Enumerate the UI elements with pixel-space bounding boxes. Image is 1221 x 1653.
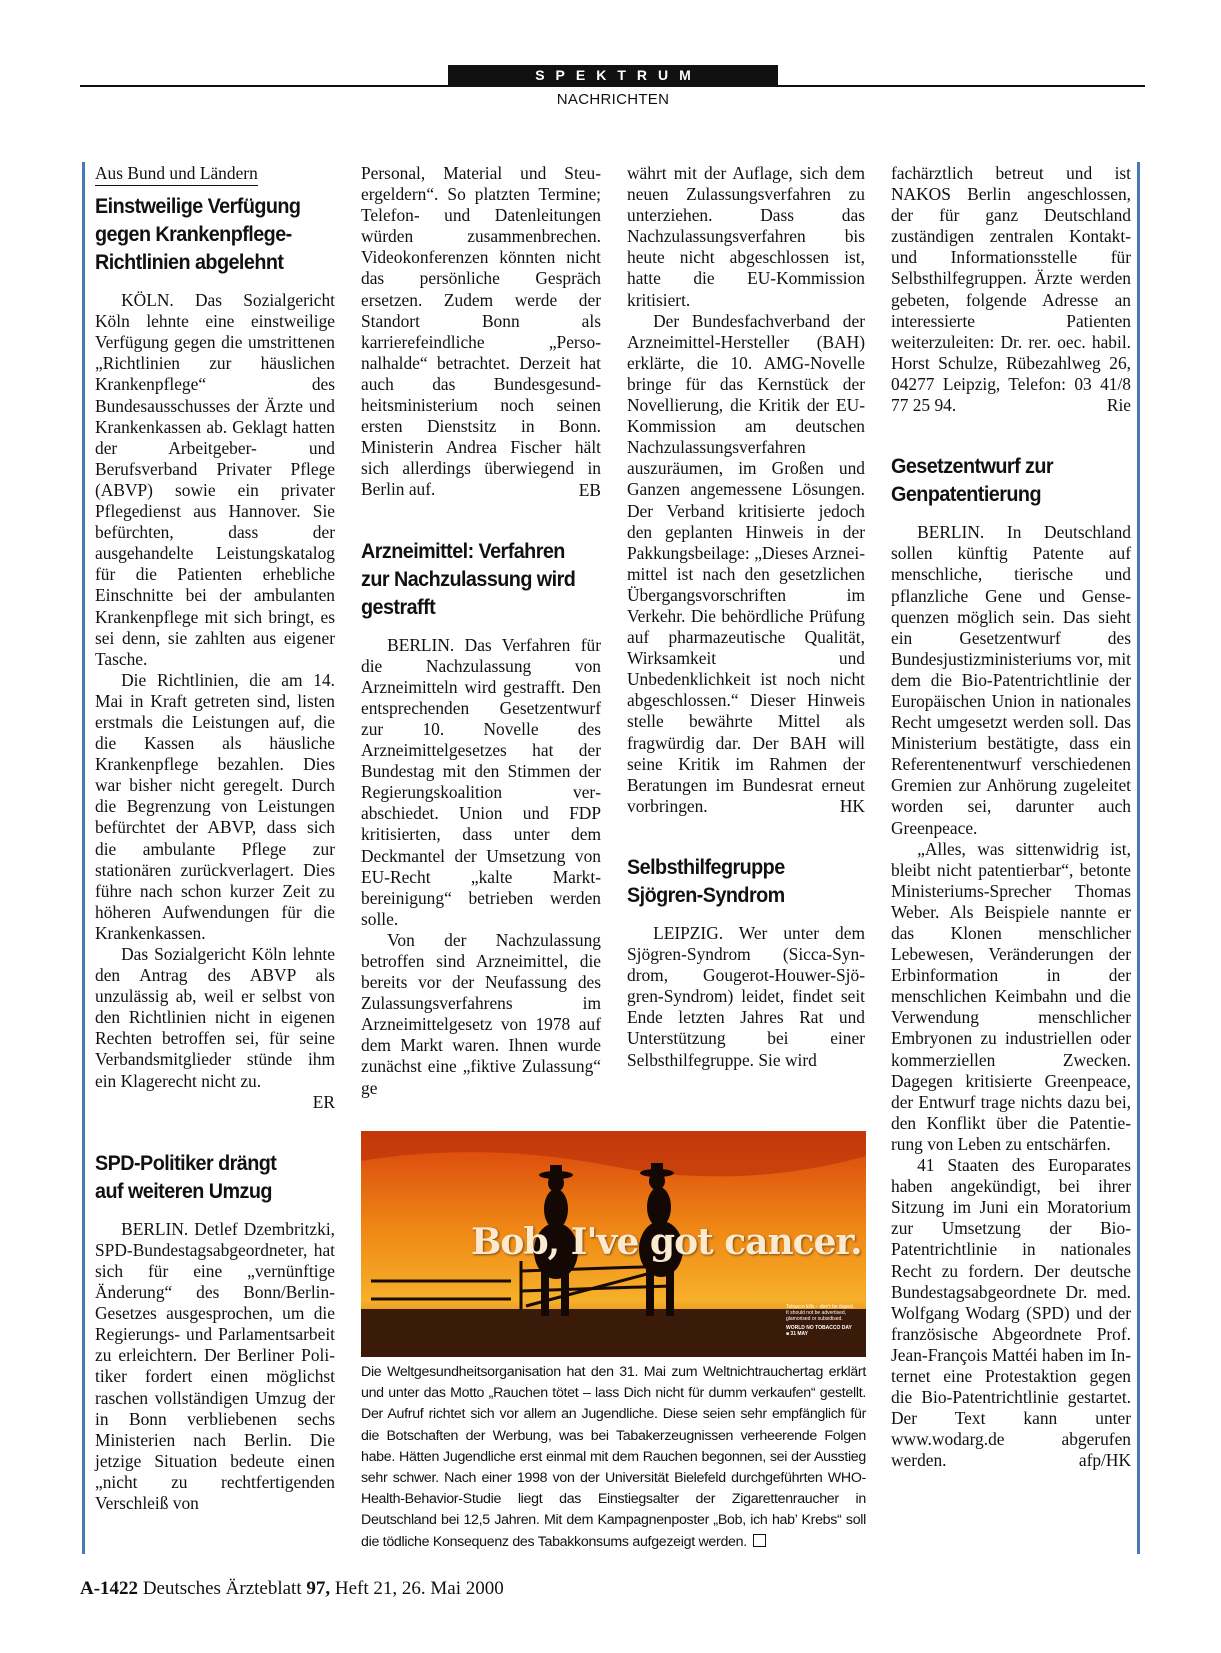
headline-line: Selbsthilfegruppe <box>627 855 785 879</box>
poster-small-print <box>786 1304 856 1337</box>
page-number: A-1422 <box>80 1578 139 1599</box>
poster-caption <box>361 1362 866 1553</box>
poster-disclaimer: Tobacco kills – don't be duped. It should not be advertised, glamorised or subsidised. <box>786 1304 855 1322</box>
section-subtitle: NACHRICHTEN <box>556 91 670 108</box>
headline-line: auf weiteren Umzug <box>95 1178 272 1203</box>
headline-line: gestrafft <box>361 594 436 619</box>
paragraph: Personal, Material und Steuergeldern“. So platzten Termine; Telefon- und Datenleitungen würden zusammenbrechen. Videokonferenzen könnten nicht das persönliche Gespräch ersetzen. Zudem werde der Standort Bonn als karrierefeindliche „Personalhalde“ betrachtet. Derzeit hat auch das Bundesgesundheitsministerium noch seinen ersten Dienstsitz in Bonn. Ministerin Andrea Fischer hält sich allerdings überwiegend in Berlin auf. <box>361 163 601 500</box>
column-1 <box>95 163 335 1514</box>
article-headline-arzneimittel <box>361 537 582 621</box>
headline-line: Genpatentierung <box>891 482 1041 507</box>
author-initials: ER <box>312 1091 335 1112</box>
poster-campaign: WORLD NO TOBACCO DAY ■ 31 MAY <box>786 1325 852 1337</box>
paragraph: Das Sozialgericht Köln lehnte den Antrag des ABVP als unzulässig ab, weil er selbst von den Richtlinien nicht in eigenen Rechten betroffen sei, für seine Verbandsmitglieder stünde ihm ein Klagerecht nicht zu. <box>95 944 335 1091</box>
column-4 <box>891 163 1131 1472</box>
paragraph: fachärztlich betreut und ist NAKOS Berlin angeschlossen, der für ganz Deutschland zuständigen zentralen Kontakt- und Informationsstelle für Selbsthilfegruppen. Ärzte werden gebeten, folgende Adresse an interessierte Patienten weiterzuleiten: Dr. rer. oec. habil. Horst Schulze, Rübezahlweg 26, 04277 Leipzig, Telefon: 03 41/8 77 25 94. <box>891 163 1131 416</box>
headline-line: Sjögren-Syndrom <box>627 883 785 907</box>
kicker: Aus Bund und Ländern <box>95 163 258 186</box>
volume-number: 97, <box>306 1578 331 1599</box>
paragraph: LEIPZIG. Wer unter dem Sjögren-Syndrom (Sicca-Syndrom, Gougerot-Houwer-Sjögren-Syndrom) leidet, findet seit Ende letzten Jahres Rat und Unterstützung bei einer Selbsthilfegruppe. Sie wird <box>627 923 865 1070</box>
issue-info: Heft 21, 26. Mai 2000 <box>334 1578 504 1599</box>
page-footer <box>80 1578 504 1600</box>
paragraph: währt mit der Auflage, sich dem neuen Zulassungsverfahren zu unterziehen. Dass das Nachzulassungsverfahren bis heute nicht abgeschlossen ist, hatte die EU-Kommission kritisiert. <box>627 163 865 310</box>
paragraph: Von der Nachzulassung betroffen sind Arzneimittel, die bereits vor der Neufassung des Zulassungsverfahrens im Arzneimittelgesetz von 1978 auf dem Markt waren. Ihnen wurde zunächst eine „fiktive Zulassung“ ge <box>361 929 601 1098</box>
author-initials: HK <box>839 795 865 816</box>
paragraph: BERLIN. Detlef Dzembritzki, SPD-Bundestagsabgeordneter, hat sich für eine „vernünftige Änderung“ des Bonn/Berlin-Gesetzes ausgesprochen, um die Regierungs- und Parlamentsarbeit zu erleichtern. Der Berliner Politiker fordert einen möglichst raschen vollständigen Umzug der in Bonn verbliebenen sechs Ministerien nach Berlin. Die jetzige Situation bedeute einen „nicht zu rechtfertigenden Verschleiß von <box>95 1218 335 1513</box>
paragraph: 41 Staaten des Europarates haben angekündigt, bei ihrer Sitzung im Juni ein Moratorium zur Umsetzung der Bio-Patentrichtlinie in nationales Recht zu fordern. Der deutsche Bundestagsabgeordnete Dr. med. Wolfgang Wodarg (SPD) und der französische Abgeordnete Prof. Jean-François Mattéi haben im Internet eine Protestaktion gegen die Bio-Patentrichtlinie gestartet. Der Text kann unter www.wodarg.de abgerufen werden. <box>891 1155 1131 1471</box>
headline-line: Arzneimittel: Verfahren <box>361 538 565 563</box>
article-headline-spd <box>95 1149 316 1205</box>
right-column-accent-bar <box>1137 162 1140 1554</box>
paragraph: BERLIN. Das Verfahren für die Nachzulassung von Arzneimitteln wird gestrafft. Den entsprechenden Gesetzentwurf zur 10. Novelle des Arzneimittelgesetzes hat der Bundestag mit den Stimmen der Regierungskoalition verabschiedet. Union und FDP kritisierten, dass unter dem Deckmantel der Umsetzung von EU-Recht „kalte Marktbereinigung“ betrieben werden solle. <box>361 634 601 929</box>
author-initials: Rie <box>1106 395 1131 416</box>
paragraph: Die Richtlinien, die am 14. Mai in Kraft getreten sind, listen erstmals die Leistungen auf, die die Kassen als häusliche Krankenpflege bezahlen. Dies war bisher nicht geregelt. Durch die Begrenzung von Leistungen befürchtet der ABVP, dass sich die ambulante Pflege zur stationären zurückverlagert. Dies führe nach schon kurzer Zeit zu höheren Aufwendungen für die Krankenkassen. <box>95 669 335 943</box>
article-headline-genpatent <box>891 452 1112 508</box>
headline-line: Richtlinien abgelehnt <box>95 250 284 275</box>
headline-line: SPD-Politiker drängt <box>95 1150 277 1175</box>
paragraph: KÖLN. Das Sozialgericht Köln lehnte eine einstweilige Verfügung gegen die umstrittenen „Richtlinien zur häuslichen Krankenpflege“ des Bundesausschusses der Ärzte und Krankenkassen ab. Geklagt hatten der Arbeitgeber- und Berufsverband Privater Pflege (ABVP) sowie ein privater Pflegedienst aus Hannover. Sie befürchten, dass der ausgehandelte Leistungskatalog für die Patienten erhebliche Einschnitte bei der ambulanten Krankenpflege mit sich bringt, es sei denn, sie zahlten aus eigener Tasche. <box>95 290 335 669</box>
paragraph: BERLIN. In Deutschland sollen künftig Patente auf menschliche, tierische und pflanzliche Gene und Gensequenzen möglich sein. Das sieht ein Gesetzentwurf des Bundesjustizministeriums vor, mit dem die Bio-Patentrichtlinie der Europäischen Union in nationales Recht umgesetzt werden soll. Das Ministerium bestätigte, dass ein Referentenentwurf verschiedenen Gremien zur Anhörung zugeleitet worden sei, darunter auch Greenpeace. <box>891 522 1131 838</box>
article-headline-verfuegung <box>95 192 316 276</box>
headline-line: Einstweilige Verfügung <box>95 194 301 219</box>
journal-name: Deutsches Ärzteblatt <box>142 1578 302 1599</box>
column-3 <box>627 163 865 1071</box>
column-2 <box>361 163 601 1099</box>
left-column-accent-bar <box>82 162 85 1554</box>
headline-line: Gesetzentwurf zur <box>891 454 1054 479</box>
caption-text: Die Weltgesundheitsorganisation hat den 31. Mai zum Weltnichtrauchertag erklärt und unter das Motto „Rauchen tötet – lass Dich nicht für dumm verkaufen“ gestellt. Der Aufruf richtet sich vor allem an Jugendliche. Diese seien sehr empfänglich für die Botschaften der Werbung, was bei Tabakerzeugnissen verheerende Folgen habe. Hätten Jugendliche erst einmal mit dem Rauchen begonnen, sei der Ausstieg sehr schwer. Nach einer 1998 von der Universität Bielefeld durchgeführten WHO-Health-Behavior-Studie liegt das Einstiegsalter der Zigarettenraucher in Deutschland bei 12,5 Jahren. Mit dem Kampagnenposter „Bob, ich hab’ Krebs“ soll die tödliche Konsequenz des Tabakkonsums aufgezeigt werden. <box>361 1364 866 1550</box>
end-box-icon <box>753 1534 766 1547</box>
headline-line: zur Nachzulassung wird <box>361 566 576 591</box>
section-title: SPEKTRUM <box>448 65 778 86</box>
poster-headline: Bob, I've got cancer. <box>471 1221 862 1263</box>
author-initials: EB <box>578 479 601 500</box>
anti-smoking-poster <box>361 1131 866 1357</box>
paragraph: „Alles, was sittenwidrig ist, bleibt nicht patentierbar“, betonte Ministeriums-Sprecher Thomas Weber. Als Beispiele nannte er das Klonen menschlicher Lebewesen, Veränderungen der Erbinformation in der menschlichen Keimbahn und die Verwendung menschlicher Embryonen zu industriellen oder kommerziellen Zwecken. Dagegen kritisierte Greenpeace, der Entwurf trage nichts dazu bei, den Konflikt über die Patentierung von Leben zu entschärfen. <box>891 838 1131 1154</box>
author-initials: afp/HK <box>1078 1450 1131 1471</box>
article-headline-sjoegren <box>627 853 846 909</box>
headline-line: gegen Krankenpflege- <box>95 222 292 247</box>
paragraph: Der Bundesfachverband der Arzneimittel-Hersteller (BAH) erklärte, die 10. AMG-Novelle bringe für das Kernstück der Novellierung, die Kritik der EU-Kommission am deutschen Nachzulassungsverfahren auszuräumen, im Großen und Ganzen angemessene Lösungen. Der Verband kritisierte jedoch den geplanten Hinweis in der Pakkungsbeilage: „Dieses Arzneimittel ist nach den gesetzlichen Übergangsvorschriften im Verkehr. Die behördliche Prüfung auf pharmazeutische Qualität, Wirksamkeit und Unbedenklichkeit ist noch nicht abgeschlossen.“ Dieser Hinweis stelle bewährte Mittel als fragwürdig dar. Der BAH will seine Kritik im Rahmen der Beratungen im Bundesrat erneut vorbringen. <box>627 310 865 816</box>
